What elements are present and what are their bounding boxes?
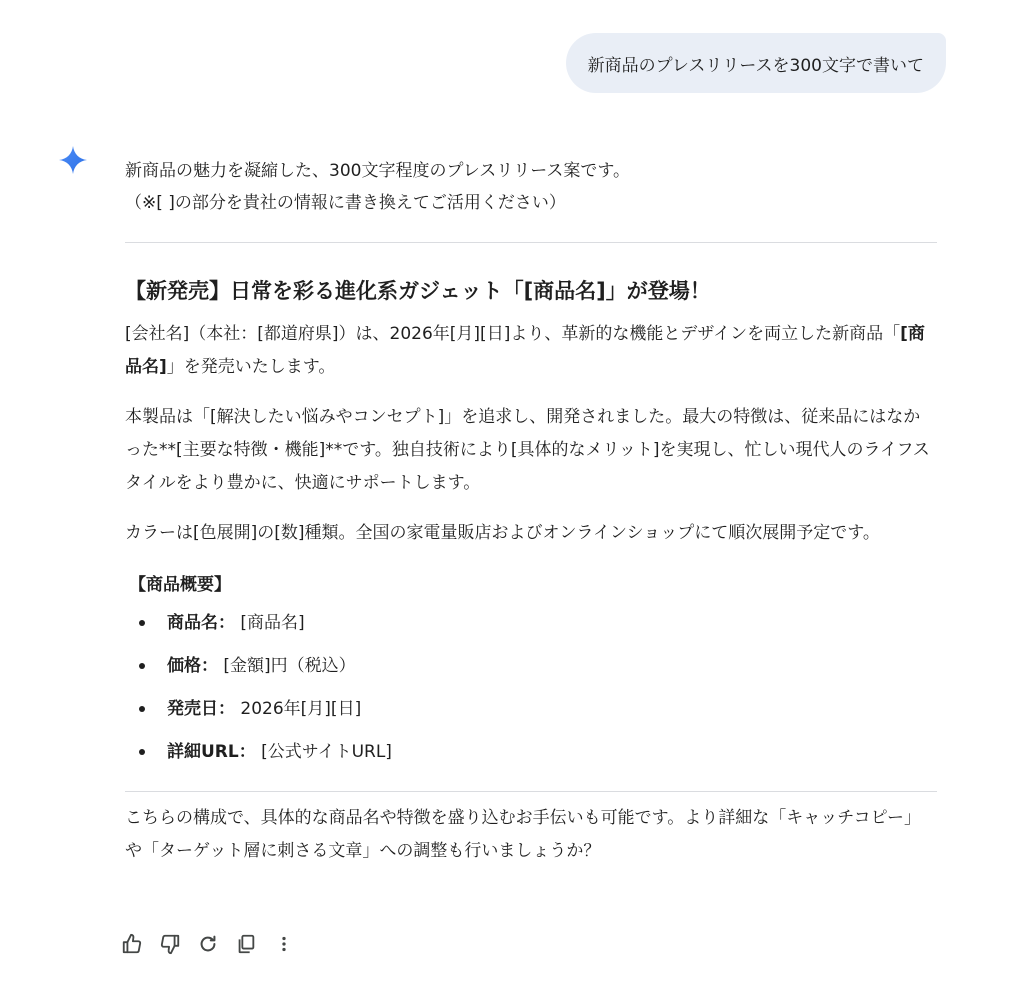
bullet-icon <box>139 663 145 669</box>
announcement-product-name: [商品名] <box>125 324 925 377</box>
closing-paragraph: こちらの構成で、具体的な商品名や特徴を盛り込むお手伝いも可能です。より詳細な「キャッチコピー」や「ターゲット層に刺さる文章」への調整も行いましょうか？ <box>125 808 921 861</box>
thumbs-down-button[interactable] <box>151 928 189 960</box>
product-spec-list <box>125 607 937 779</box>
regenerate-button[interactable] <box>189 928 227 960</box>
spec-value: [商品名] <box>240 613 305 633</box>
paragraph-announcement <box>125 318 937 384</box>
announcement-text-a: [会社名]（本社：[都道府県]）は、2026年[月][日]より、革新的な機能とデザインを両立した新商品「 <box>125 324 901 344</box>
intro-line-1: 新商品の魅力を凝縮した、300文字程度のプレスリリース案です。 <box>125 161 631 181</box>
product-summary-heading: 【商品概要】 <box>129 575 231 595</box>
spec-item-price <box>125 650 937 693</box>
bullet-icon <box>139 749 145 755</box>
paragraph-availability: カラーは[色展開]の[数]種類。全国の家電量販店およびオンラインショップにて順次展開予定です。 <box>125 523 880 543</box>
intro-line-2: （※[ ]の部分を貴社の情報に書き換えてご活用ください） <box>125 193 566 213</box>
response-intro <box>125 155 937 219</box>
spec-key: 価格： <box>167 656 218 676</box>
thumbs-up-icon <box>121 933 143 955</box>
response-actions <box>113 928 303 960</box>
copy-button[interactable] <box>227 928 265 960</box>
bullet-icon <box>139 620 145 626</box>
spec-item-product-name <box>125 607 937 650</box>
more-options-button[interactable] <box>265 928 303 960</box>
user-message-text: 新商品のプレスリリースを300文字で書いて <box>587 55 924 76</box>
spec-item-url <box>125 736 937 779</box>
press-release-headline: 【新発売】日常を彩る進化系ガジェット「[商品名]」が登場！ <box>125 279 711 303</box>
spec-item-release-date <box>125 693 937 736</box>
spec-value: [金額]円（税込） <box>223 656 356 676</box>
user-message-bubble <box>566 33 946 93</box>
gemini-sparkle-icon <box>58 145 88 175</box>
spec-value: [公式サイトURL] <box>261 742 392 762</box>
copy-icon <box>235 933 257 955</box>
model-response <box>125 155 937 868</box>
regenerate-icon <box>197 933 219 955</box>
spec-key: 詳細URL： <box>167 742 256 762</box>
more-vert-icon <box>273 933 295 955</box>
spec-key: 商品名： <box>167 613 235 633</box>
thumbs-down-icon <box>159 933 181 955</box>
spec-key: 発売日： <box>167 699 235 719</box>
divider <box>125 791 937 792</box>
thumbs-up-button[interactable] <box>113 928 151 960</box>
paragraph-features: 本製品は「[解決したい悩みやコンセプト]」を追求し、開発されました。最大の特徴は、従来品にはなかった**[主要な特徴・機能]**です。独自技術により[具体的なメリット]を実現し、忙しい現代人のライフスタイルをより豊かに、快適にサポートします。 <box>125 407 930 493</box>
announcement-text-b: 」を発売いたします。 <box>166 357 336 377</box>
divider <box>125 242 937 243</box>
spec-value: 2026年[月][日] <box>240 699 362 719</box>
bullet-icon <box>139 706 145 712</box>
